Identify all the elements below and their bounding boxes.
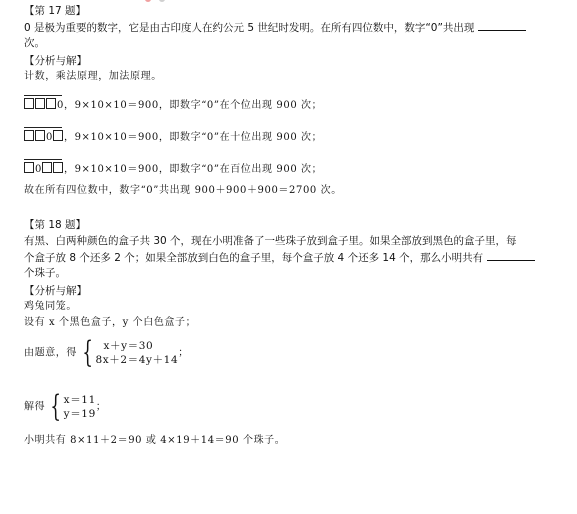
q18-stem-line1: 有黑、白两种颜色的盒子共 30 个，现在小明准备了一些珠子放到盒子里。如果全部放到黑色的盒子里，每 <box>24 235 517 247</box>
q18-sol2: y＝19 <box>63 408 96 420</box>
top-cropped-marks <box>140 0 200 4</box>
q18-solutions <box>64 393 96 421</box>
q17-title: 【第 17 题】 <box>24 5 87 17</box>
q17-case2-digit: 0 <box>46 132 53 143</box>
q17-case1-text: ，9×10×10＝900，即数字“0”在个位出现 900 次； <box>63 100 323 111</box>
gray-dot-icon <box>159 0 165 2</box>
q18-solution-system <box>49 389 96 424</box>
q17-conclusion: 故在所有四位数中，数字“0”共出现 900＋900＋900＝2700 次。 <box>24 185 342 196</box>
q18-equation-system <box>81 335 179 370</box>
q17-stem-line1 <box>24 20 526 35</box>
q18-eq1: x＋y＝30 <box>103 340 154 352</box>
q18-solution <box>24 389 107 424</box>
q18-system <box>24 335 189 370</box>
q17-case2-text: ，9×10×10＝900，即数字“0”在十位出现 900 次； <box>63 132 323 143</box>
q18-by-problem-label: 由题意，得 <box>24 347 77 359</box>
q18-stem-line3: 个珠子。 <box>24 267 66 279</box>
q18-equations <box>95 339 178 367</box>
q17-answer-blank <box>478 20 526 31</box>
q17-stem-text1: 0 是极为重要的数字，它是由古印度人在约公元 5 世纪时发明。在所有四位数中，数字“0”共出现 <box>24 22 475 34</box>
q17-case1-digit: 0 <box>57 100 64 111</box>
left-brace-icon: { <box>50 389 62 424</box>
red-dot-icon <box>145 0 151 2</box>
q18-solve-label: 解得 <box>24 401 46 413</box>
q17-case3 <box>24 159 322 177</box>
q18-title: 【第 18 题】 <box>24 219 87 231</box>
q18-stem-line2 <box>24 250 535 265</box>
q17-stem-line2: 次。 <box>24 37 45 49</box>
q18-eq-end: ； <box>178 347 189 359</box>
q17-case2-boxes <box>24 127 64 145</box>
q17-method: 计数，乘法原理，加法原理。 <box>24 71 162 82</box>
q17-case3-boxes <box>24 159 64 177</box>
q18-stem-text2: 个盒子放 8 个还多 2 个；如果全部放到白色的盒子里，每个盒子放 4 个还多 14 个，那么小明共有 <box>24 252 484 264</box>
q17-case3-digit: 0 <box>35 164 42 175</box>
q17-case3-text: ，9×10×10＝900，即数字“0”在百位出现 900 次； <box>63 164 323 175</box>
q18-method: 鸡兔同笼。 <box>24 301 77 312</box>
cropped-icons-strip <box>140 0 200 5</box>
left-brace-icon: { <box>82 335 94 370</box>
q17-case1-boxes <box>24 95 64 113</box>
q18-answer-blank <box>487 250 535 261</box>
q18-sol-end: ； <box>95 401 107 413</box>
q17-case2 <box>24 127 322 145</box>
q18-setup: 设有 x 个黑色盒子，y 个白色盒子； <box>24 317 197 328</box>
q18-answer: 小明共有 8×11＋2＝90 或 4×19＋14＝90 个珠子。 <box>24 435 286 446</box>
q18-eq2: 8x＋2＝4y＋14 <box>95 354 179 366</box>
q17-analysis-title: 【分析与解】 <box>24 55 87 67</box>
q17-case1 <box>24 95 322 113</box>
q18-sol1: x＝11 <box>63 394 96 406</box>
q18-analysis-title: 【分析与解】 <box>24 285 87 297</box>
